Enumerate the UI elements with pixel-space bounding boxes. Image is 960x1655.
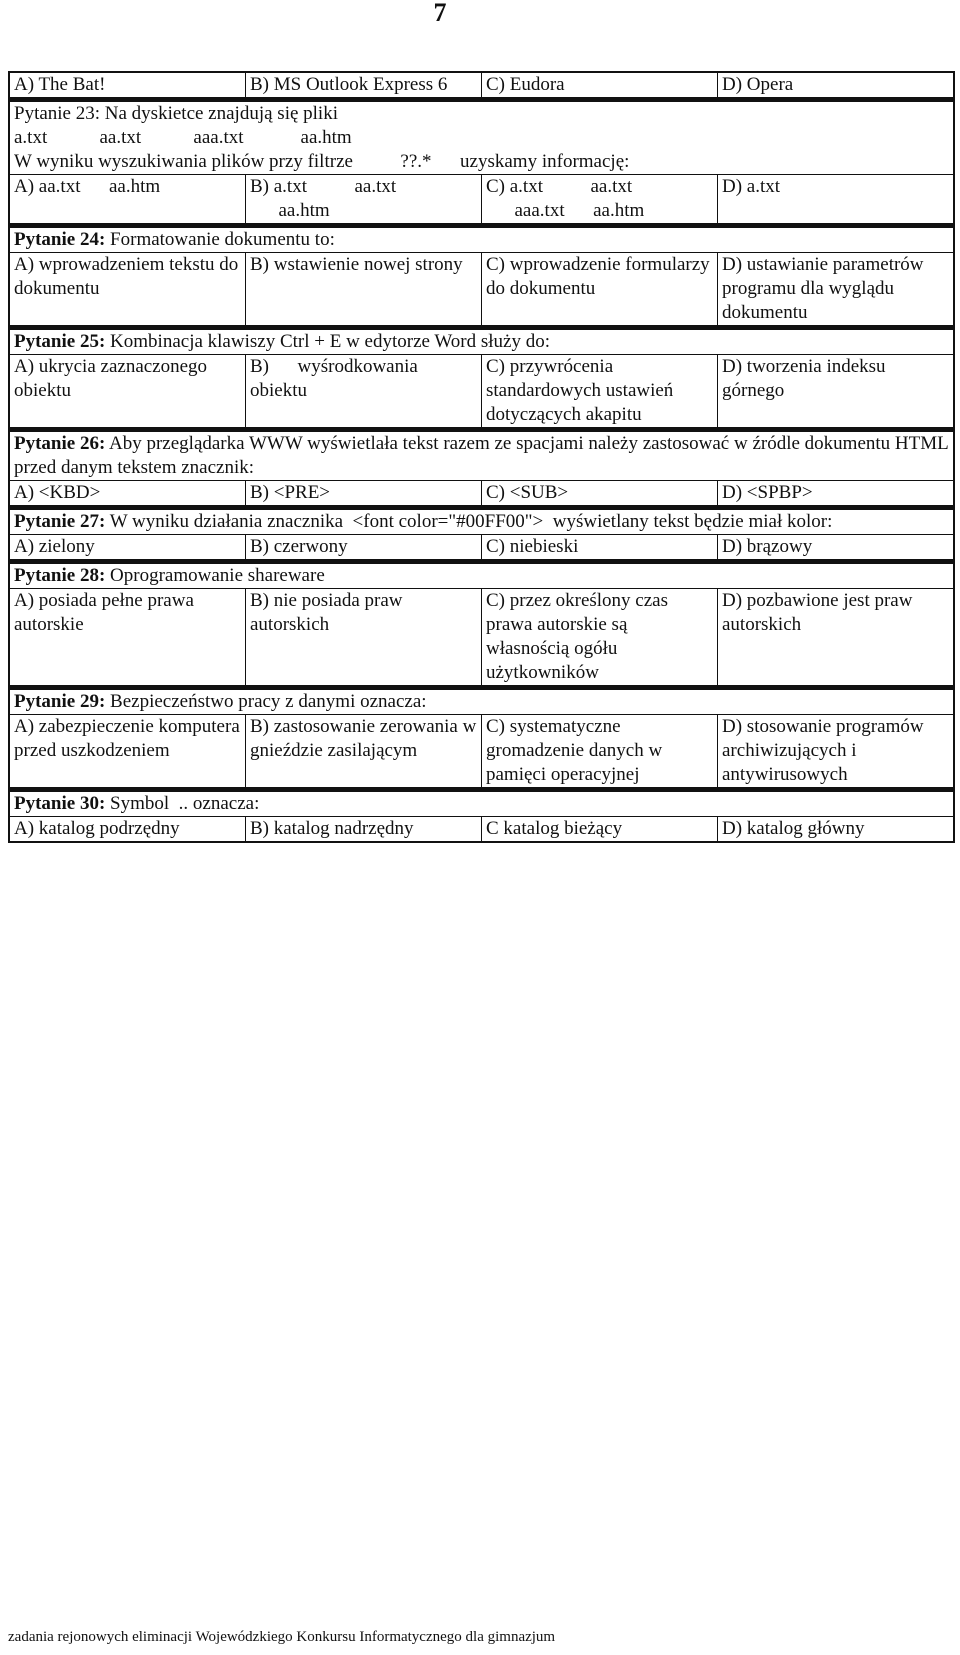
answer-d: D) ustawianie parametrów programu dla wyglądu dokumentu — [717, 253, 953, 325]
answer-row — [10, 534, 953, 559]
answer-c: C) przez określony czas prawa autorskie są własnością ogółu użytkowników — [481, 589, 717, 685]
answer-b: B) wyśrodkowania obiektu — [245, 355, 481, 427]
answer-b: B) MS Outlook Express 6 — [245, 73, 481, 97]
answer-row — [10, 354, 953, 427]
answer-a: A) The Bat! — [14, 74, 106, 95]
answer-b: B) <PRE> — [245, 481, 481, 505]
answer-a: A) wprowadzeniem tekstu do dokumentu — [14, 254, 239, 299]
answer-b: B) wstawienie nowej strony — [245, 253, 481, 325]
question-body: W wyniku działania znacznika <font color="#00FF00"> wyświetlany tekst będzie miał kolor: — [105, 511, 833, 532]
quiz-sheet — [8, 71, 955, 843]
question-label: Pytanie 25: — [14, 331, 106, 352]
question-29-text — [10, 690, 953, 714]
answer-a: A) aa.txt aa.htm — [14, 176, 161, 197]
question-body: Symbol .. oznacza: — [105, 793, 260, 814]
answer-a: A) <KBD> — [14, 482, 101, 503]
answer-c: C) Eudora — [481, 73, 717, 97]
answer-d: D) katalog główny — [717, 817, 953, 841]
answer-d: D) pozbawione jest praw autorskich — [717, 589, 953, 685]
question-body: Oprogramowanie shareware — [105, 565, 325, 586]
question-25-text — [10, 330, 953, 354]
answer-d: D) stosowanie programów archiwizujących i antywirusowych — [717, 715, 953, 787]
question-body: Kombinacja klawiszy Ctrl + E w edytorze Word służy do: — [105, 331, 550, 352]
answer-d: D) brązowy — [717, 535, 953, 559]
answer-c: C katalog bieżący — [481, 817, 717, 841]
answer-d: D) <SPBP> — [717, 481, 953, 505]
answer-c: C) niebieski — [481, 535, 717, 559]
question-label: Pytanie 23: — [14, 103, 101, 124]
question-label: Pytanie 24: — [14, 229, 106, 250]
answer-row — [10, 588, 953, 685]
question-22-answers — [10, 71, 953, 97]
answer-row — [10, 714, 953, 787]
answer-b: B) katalog nadrzędny — [245, 817, 481, 841]
question-26 — [10, 427, 953, 505]
filter-line: W wyniku wyszukiwania plików przy filtrze ??.* uzyskamy informację: — [14, 151, 630, 172]
question-label: Pytanie 27: — [14, 511, 106, 532]
answer-row — [10, 480, 953, 505]
answer-row — [10, 73, 953, 97]
question-27 — [10, 505, 953, 559]
answer-c: C) a.txt aa.txt aaa.txt aa.htm — [481, 175, 717, 223]
answer-b: B) czerwony — [245, 535, 481, 559]
question-body: Bezpieczeństwo pracy z danymi oznacza: — [105, 691, 427, 712]
answer-a: A) posiada pełne prawa autorskie — [14, 590, 194, 635]
answer-b: B) zastosowanie zerowania w gnieździe zasilającym — [245, 715, 481, 787]
answer-b: B) a.txt aa.txt aa.htm — [245, 175, 481, 223]
page-footer: zadania rejonowych eliminacji Wojewódzkiego Konkursu Informatycznego dla gimnazjum — [8, 1629, 556, 1645]
question-29 — [10, 685, 953, 787]
question-23-text — [10, 102, 953, 126]
question-body: Aby przeglądarka WWW wyświetlała tekst razem ze spacjami należy zastosować w źródle dokumentu HTML przed danym tekstem znacznik: — [14, 433, 949, 478]
question-28-text — [10, 564, 953, 588]
answer-row — [10, 252, 953, 325]
answer-a: A) ukrycia zaznaczonego obiektu — [14, 356, 208, 401]
question-label: Pytanie 26: — [14, 433, 106, 454]
question-24-text — [10, 228, 953, 252]
answer-a: A) katalog podrzędny — [14, 818, 180, 839]
question-label: Pytanie 28: — [14, 565, 106, 586]
question-label: Pytanie 29: — [14, 691, 106, 712]
answer-d: D) Opera — [717, 73, 953, 97]
answer-c: C) systematyczne gromadzenie danych w pamięci operacyjnej — [481, 715, 717, 787]
answer-d: D) a.txt — [717, 175, 953, 223]
question-body: Formatowanie dokumentu to: — [105, 229, 335, 250]
answer-row — [10, 174, 953, 223]
question-label: Pytanie 30: — [14, 793, 106, 814]
answer-a: A) zielony — [14, 536, 95, 557]
answer-d: D) tworzenia indeksu górnego — [717, 355, 953, 427]
answer-c: C) przywrócenia standardowych ustawień dotyczących akapitu — [481, 355, 717, 427]
answer-b: B) nie posiada praw autorskich — [245, 589, 481, 685]
question-25 — [10, 325, 953, 427]
answer-c: C) <SUB> — [481, 481, 717, 505]
answer-c: C) wprowadzenie formularzy do dokumentu — [481, 253, 717, 325]
answer-row — [10, 816, 953, 841]
question-27-text — [10, 510, 953, 534]
question-body: Na dyskietce znajdują się pliki — [100, 103, 338, 124]
answer-a: A) zabezpieczenie komputera przed uszkodzeniem — [14, 716, 240, 761]
question-30 — [10, 787, 953, 841]
question-23 — [10, 97, 953, 223]
question-26-text — [10, 432, 953, 480]
page-number: 7 — [433, 0, 447, 27]
question-24 — [10, 223, 953, 325]
question-28 — [10, 559, 953, 685]
file-list: a.txt aa.txt aaa.txt aa.htm — [14, 127, 352, 148]
question-30-text — [10, 792, 953, 816]
